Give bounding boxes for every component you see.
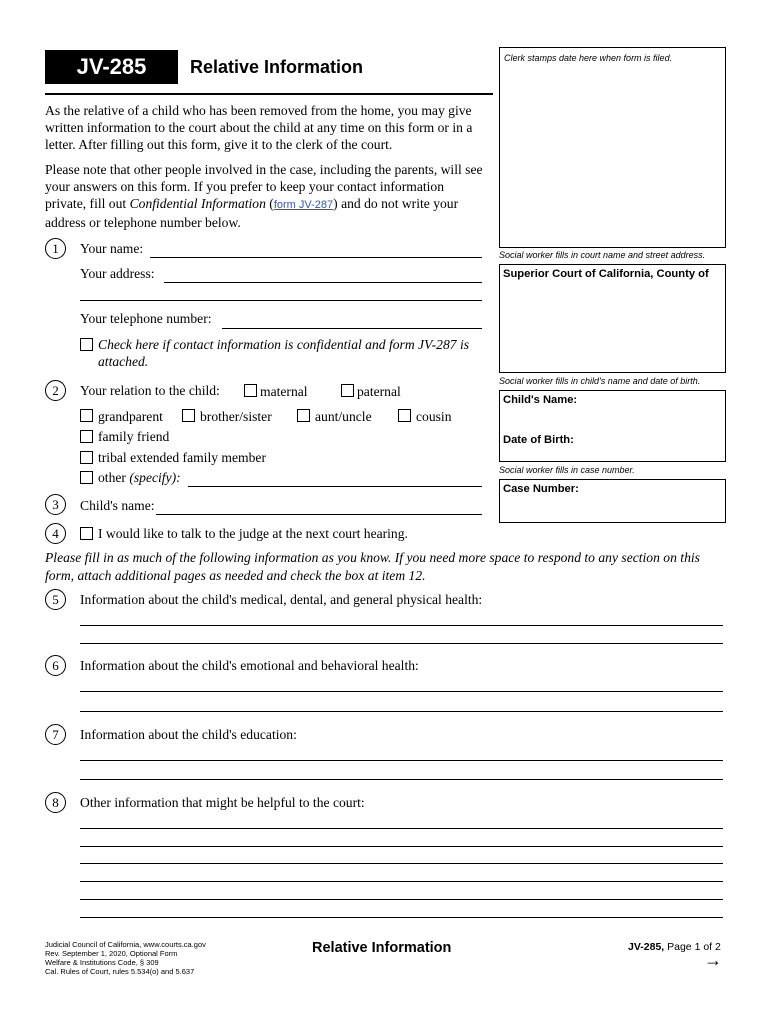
emotional-health-label: Information about the child's emotional and behavioral health: xyxy=(80,658,419,673)
medical-health-line-2[interactable] xyxy=(80,643,723,644)
privacy-text-a: Please note that other people involved in the case, including the parents, will see your answers on this form. If you prefer to keep your contact information private, fill out xyxy=(45,162,483,211)
other-checkbox[interactable] xyxy=(80,471,93,484)
medical-health-label: Information about the child's medical, dental, and general physical health: xyxy=(80,592,483,607)
intro-paragraph: As the relative of a child who has been removed from the home, you may give written information to the court about the child at any time on this form or in a letter. After filling out this form, give it to the clerk of the court. xyxy=(45,103,473,152)
aunt-uncle-label: aunt/uncle xyxy=(315,409,372,424)
paternal-label: paternal xyxy=(357,384,401,399)
other-info-line-5[interactable] xyxy=(80,899,723,900)
item-1-number: 1 xyxy=(45,238,66,259)
family-friend-label: family friend xyxy=(98,429,170,444)
court-instruction: Social worker fills in court name and street address. xyxy=(499,250,706,260)
fill-in-instructions: Please fill in as much of the following information as you know. If you need more space to respond to any section on this form, attach additional pages as needed and check the box at item 12. xyxy=(45,550,700,583)
header-divider xyxy=(45,93,493,95)
footer-form-number: JV-285, xyxy=(628,941,665,953)
form-title: Relative Information xyxy=(190,57,364,77)
footer-title: Relative Information xyxy=(312,940,452,956)
cousin-label: cousin xyxy=(416,409,452,424)
your-phone-label: Your telephone number: xyxy=(80,311,212,326)
cousin-checkbox[interactable] xyxy=(398,409,411,422)
confidential-label-line1: Check here if contact information is confidential and form JV-287 is xyxy=(98,337,470,352)
child-info-instruction: Social worker fills in child's name and date of birth. xyxy=(499,376,701,386)
talk-to-judge-label: I would like to talk to the judge at the next court hearing. xyxy=(98,526,408,541)
form-jv287-link[interactable]: form JV-287 xyxy=(273,199,334,211)
other-info-label: Other information that might be helpful to the court: xyxy=(80,795,365,810)
privacy-paragraph xyxy=(45,161,485,231)
sibling-label: brother/sister xyxy=(200,409,272,424)
confidential-label-line2: attached. xyxy=(98,354,149,369)
your-name-label: Your name: xyxy=(80,241,144,256)
child-info-box[interactable] xyxy=(499,390,726,462)
sibling-checkbox[interactable] xyxy=(182,409,195,422)
court-label: Superior Court of California, County of xyxy=(503,268,709,280)
footer-line-1: Judicial Council of California, www.courts.ca.gov xyxy=(45,940,206,949)
privacy-form-title: Confidential Information xyxy=(129,196,266,211)
privacy-text-c: ) and do not write your address or telephone number below. xyxy=(45,196,459,230)
footer-line-3: Welfare & Institutions Code, § 309 xyxy=(45,958,159,967)
education-line-2[interactable] xyxy=(80,779,723,780)
emotional-health-line-2[interactable] xyxy=(80,711,723,712)
item-8-number: 8 xyxy=(45,792,66,813)
other-info-line-4[interactable] xyxy=(80,881,723,882)
childs-name-label: Child's Name: xyxy=(503,394,578,406)
form-number-badge: JV-285 xyxy=(45,50,178,84)
case-number-box[interactable] xyxy=(499,479,726,523)
other-info-line-1[interactable] xyxy=(80,828,723,829)
your-address-field[interactable] xyxy=(164,282,482,283)
paternal-checkbox[interactable] xyxy=(341,384,354,397)
case-number-instruction: Social worker fills in case number. xyxy=(499,465,635,475)
item-3-number: 3 xyxy=(45,494,66,515)
footer-page-number: Page 1 of 2 xyxy=(667,941,721,953)
item-6-number: 6 xyxy=(45,655,66,676)
footer-line-4: Cal. Rules of Court, rules 5.534(o) and 5.637 xyxy=(45,967,195,976)
talk-to-judge-checkbox[interactable] xyxy=(80,527,93,540)
next-page-arrow-icon[interactable]: → xyxy=(704,950,722,970)
grandparent-checkbox[interactable] xyxy=(80,409,93,422)
education-label: Information about the child's education: xyxy=(80,727,297,742)
relation-label: Your relation to the child: xyxy=(80,383,220,398)
item-2-number: 2 xyxy=(45,380,66,401)
case-number-label: Case Number: xyxy=(503,483,579,495)
education-line-1[interactable] xyxy=(80,760,723,761)
court-box[interactable] xyxy=(499,264,726,373)
childs-name-field-label: Child's name: xyxy=(80,498,155,513)
your-address-label: Your address: xyxy=(80,266,155,281)
other-label xyxy=(98,470,181,486)
aunt-uncle-checkbox[interactable] xyxy=(297,409,310,422)
family-friend-checkbox[interactable] xyxy=(80,430,93,443)
clerk-stamp-box[interactable] xyxy=(499,47,726,248)
childs-name-field[interactable] xyxy=(156,514,482,515)
item-4-number: 4 xyxy=(45,523,66,544)
grandparent-label: grandparent xyxy=(98,409,163,424)
other-info-line-6[interactable] xyxy=(80,917,723,918)
tribal-checkbox[interactable] xyxy=(80,451,93,464)
other-info-line-3[interactable] xyxy=(80,863,723,864)
your-phone-field[interactable] xyxy=(222,328,482,329)
medical-health-line-1[interactable] xyxy=(80,625,723,626)
item-7-number: 7 xyxy=(45,724,66,745)
other-text: other xyxy=(98,470,126,485)
footer-line-2: Rev. September 1, 2020, Optional Form xyxy=(45,949,178,958)
confidential-checkbox[interactable] xyxy=(80,338,93,351)
other-specify-field[interactable] xyxy=(188,486,482,487)
item-5-number: 5 xyxy=(45,589,66,610)
footer-citation xyxy=(45,940,206,976)
emotional-health-line-1[interactable] xyxy=(80,691,723,692)
other-specify-text: (specify): xyxy=(129,470,181,485)
date-of-birth-label: Date of Birth: xyxy=(503,434,574,446)
other-info-line-2[interactable] xyxy=(80,846,723,847)
privacy-text-b: ( xyxy=(265,196,274,211)
clerk-stamp-label: Clerk stamps date here when form is filed. xyxy=(504,53,673,63)
tribal-label: tribal extended family member xyxy=(98,450,266,465)
your-address-field-2[interactable] xyxy=(80,300,482,301)
maternal-label: maternal xyxy=(260,384,308,399)
your-name-field[interactable] xyxy=(150,257,482,258)
maternal-checkbox[interactable] xyxy=(244,384,257,397)
